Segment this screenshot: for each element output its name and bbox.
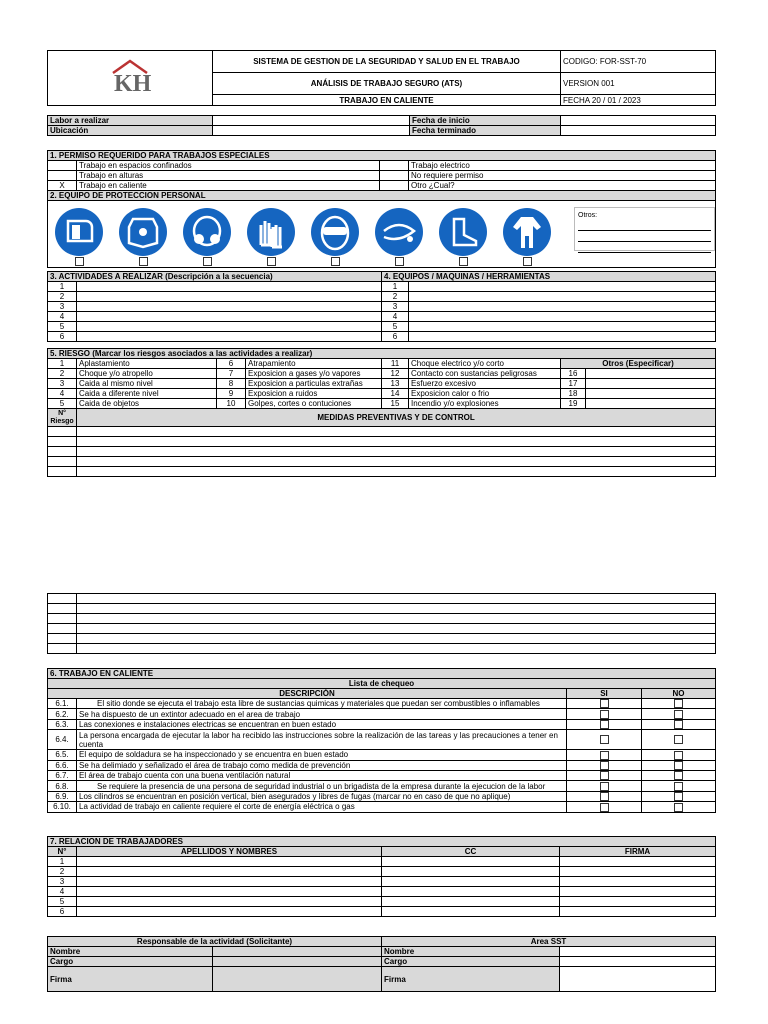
measures-continuation-table <box>47 593 716 654</box>
row-number: 6 <box>48 332 77 342</box>
ppe-checkbox[interactable] <box>459 257 468 266</box>
ppe-item <box>374 207 424 266</box>
measure-risk-field[interactable] <box>48 614 77 624</box>
sst-signature-field[interactable] <box>560 967 716 992</box>
risk-label[interactable]: Golpes, cortes o contuciones <box>246 399 382 409</box>
risk-table <box>47 348 716 477</box>
row-number: 1 <box>48 282 77 292</box>
risk-number: 7 <box>217 369 246 379</box>
permits-table <box>47 150 716 268</box>
risk-number: 14 <box>382 389 409 399</box>
measure-field[interactable] <box>77 624 716 634</box>
risk-number: 1 <box>48 359 77 369</box>
ppe-checkbox[interactable] <box>267 257 276 266</box>
risk-number: 19 <box>561 399 586 409</box>
risk-number: 13 <box>382 379 409 389</box>
position-label: Cargo <box>382 957 560 967</box>
activity-field[interactable] <box>77 282 382 292</box>
logo-cell <box>48 51 213 106</box>
worker-signature-field[interactable] <box>560 857 716 867</box>
equipment-title: 4. EQUIPOS / MAQUINAS / HERRAMIENTAS <box>382 272 716 282</box>
responsible-name-field[interactable] <box>213 947 382 957</box>
start-date-label: Fecha de inicio <box>410 116 561 126</box>
yes-header: SI <box>567 689 642 699</box>
risk-number: 8 <box>217 379 246 389</box>
no-checkbox[interactable] <box>674 751 683 760</box>
equipment-field[interactable] <box>409 312 716 322</box>
risk-other-field[interactable] <box>586 389 716 399</box>
info-table <box>47 115 716 136</box>
work-type-title: TRABAJO EN CALIENTE <box>213 95 561 106</box>
risk-number: 15 <box>382 399 409 409</box>
row-number: 3 <box>382 302 409 312</box>
activity-field[interactable] <box>77 302 382 312</box>
ppe-checkbox[interactable] <box>139 257 148 266</box>
worker-name-field[interactable] <box>77 897 382 907</box>
measure-field[interactable] <box>77 437 716 447</box>
measure-field[interactable] <box>77 467 716 477</box>
measure-risk-field[interactable] <box>48 604 77 614</box>
check-description: El equipo de soldadura se ha inspeccionado y se encuentra en buen estado <box>77 750 567 760</box>
permit-mark[interactable]: X <box>48 181 77 191</box>
check-number: 6.1. <box>48 699 77 709</box>
yes-checkbox[interactable] <box>600 710 609 719</box>
responsible-header: Responsable de la actividad (Solicitante) <box>48 937 382 947</box>
check-description: La actividad de trabajo en caliente requiere el corte de energía eléctrica o gas <box>77 802 567 812</box>
end-date-field[interactable] <box>561 126 716 136</box>
risk-label[interactable]: Aplastamiento <box>77 359 217 369</box>
row-number: 4 <box>48 312 77 322</box>
row-number: 1 <box>382 282 409 292</box>
welding-mask-icon <box>118 207 168 257</box>
risk-number: 10 <box>217 399 246 409</box>
location-label: Ubicación <box>48 126 213 136</box>
measure-field[interactable] <box>77 644 716 654</box>
yes-checkbox[interactable] <box>600 792 609 801</box>
row-number: 4 <box>382 312 409 322</box>
ppe-item <box>246 207 296 266</box>
ppe-item <box>182 207 232 266</box>
cc-header: CC <box>382 847 560 857</box>
responsible-position-field[interactable] <box>213 957 382 967</box>
risk-label[interactable]: Exposicion a ruidos <box>246 389 382 399</box>
activity-field[interactable] <box>77 292 382 302</box>
row-number: 5 <box>382 322 409 332</box>
check-number: 6.10. <box>48 802 77 812</box>
risk-number: 6 <box>217 359 246 369</box>
permit-mark[interactable] <box>48 161 77 171</box>
worker-signature-field[interactable] <box>560 877 716 887</box>
activities-table <box>47 271 716 342</box>
system-title: SISTEMA DE GESTION DE LA SEGURIDAD Y SALUD EN EL TRABAJO <box>213 51 561 73</box>
permit-mark[interactable] <box>380 161 409 171</box>
risk-label[interactable]: Contacto con sustancias peligrosas <box>409 369 561 379</box>
ppe-checkbox[interactable] <box>395 257 404 266</box>
worker-cc-field[interactable] <box>382 907 560 917</box>
row-number: 2 <box>382 292 409 302</box>
equipment-field[interactable] <box>409 292 716 302</box>
name-label: Nombre <box>48 947 213 957</box>
equipment-field[interactable] <box>409 332 716 342</box>
yes-checkbox[interactable] <box>600 751 609 760</box>
risk-number: 16 <box>561 369 586 379</box>
risk-other-field[interactable] <box>586 379 716 389</box>
worker-name-field[interactable] <box>77 907 382 917</box>
risk-title: 5. RIESGO (Marcar los riesgos asociados a las actividades a realizar) <box>48 349 716 359</box>
no-checkbox[interactable] <box>674 782 683 791</box>
worker-cc-field[interactable] <box>382 877 560 887</box>
risk-number: 3 <box>48 379 77 389</box>
sst-name-field[interactable] <box>560 947 716 957</box>
yes-checkbox[interactable] <box>600 720 609 729</box>
risk-label[interactable]: Exposicion calor o frio <box>409 389 561 399</box>
permits-title: 1. PERMISO REQUERIDO PARA TRABAJOS ESPECIALES <box>48 151 716 161</box>
row-number: 5 <box>48 897 77 907</box>
risk-label[interactable]: Exposicion a gases y/o vapores <box>246 369 382 379</box>
ppe-other-box[interactable] <box>574 207 715 251</box>
permit-label: Trabajo en espacios confinados <box>77 161 380 171</box>
labor-label: Labor a realizar <box>48 116 213 126</box>
risk-label[interactable]: Choque y/o atropello <box>77 369 217 379</box>
equipment-field[interactable] <box>409 282 716 292</box>
names-header: APELLIDOS Y NOMBRES <box>77 847 382 857</box>
permit-mark[interactable] <box>380 181 409 191</box>
row-number: 5 <box>48 322 77 332</box>
risk-label[interactable]: Exposicion a particulas extrañas <box>246 379 382 389</box>
row-number: 3 <box>48 877 77 887</box>
ppe-checkbox[interactable] <box>331 257 340 266</box>
risk-number: 18 <box>561 389 586 399</box>
ppe-item <box>438 207 488 266</box>
row-number: 3 <box>48 302 77 312</box>
ppe-checkbox[interactable] <box>203 257 212 266</box>
worker-signature-field[interactable] <box>560 867 716 877</box>
risk-number: 2 <box>48 369 77 379</box>
preventive-measures-header: MEDIDAS PREVENTIVAS Y DE CONTROL <box>77 409 716 427</box>
risk-label[interactable]: Choque electrico y/o corto <box>409 359 561 369</box>
n-header: N° <box>48 847 77 857</box>
ppe-item <box>118 207 168 266</box>
sst-area-header: Area SST <box>382 937 716 947</box>
measure-risk-field[interactable] <box>48 447 77 457</box>
check-number: 6.5. <box>48 750 77 760</box>
no-checkbox[interactable] <box>674 735 683 744</box>
ppe-item <box>502 207 552 266</box>
check-number: 6.7. <box>48 770 77 780</box>
safety-boots-icon <box>438 207 488 257</box>
header-table <box>47 50 716 106</box>
permit-label: Trabajo electrico <box>409 161 716 171</box>
risk-number: 5 <box>48 399 77 409</box>
risk-label[interactable]: Incendio y/o explosiones <box>409 399 561 409</box>
measure-risk-field[interactable] <box>48 427 77 437</box>
labor-field[interactable] <box>213 116 410 126</box>
activities-title: 3. ACTIVIDADES A REALIZAR (Descripción a la secuencia) <box>48 272 382 282</box>
check-description: Se requiere la presencia de una persona de seguridad industrial o un brigadista de la empresa durante la ejecucion de la labor <box>77 781 567 791</box>
hot-work-title: 6. TRABAJO EN CALIENTE <box>48 669 716 679</box>
no-header: NO <box>642 689 716 699</box>
sst-position-field[interactable] <box>560 957 716 967</box>
risk-number: 9 <box>217 389 246 399</box>
check-description: Las conexiones e instalaciones electricas se encuentran en buen estado <box>77 719 567 729</box>
risk-label[interactable]: Esfuerzo excesivo <box>409 379 561 389</box>
activity-field[interactable] <box>77 332 382 342</box>
yes-checkbox[interactable] <box>600 735 609 744</box>
row-number: 6 <box>382 332 409 342</box>
signature-header: FIRMA <box>560 847 716 857</box>
worker-cc-field[interactable] <box>382 857 560 867</box>
permit-label: No requiere permiso <box>409 171 716 181</box>
equipment-field[interactable] <box>409 302 716 312</box>
row-number: 1 <box>48 857 77 867</box>
location-field[interactable] <box>213 126 410 136</box>
check-number: 6.8. <box>48 781 77 791</box>
check-number: 6.6. <box>48 760 77 770</box>
check-number: 6.9. <box>48 791 77 801</box>
no-checkbox[interactable] <box>674 710 683 719</box>
date-label: FECHA 20 / 01 / 2023 <box>561 95 716 106</box>
permit-label: Trabajo en alturas <box>77 171 380 181</box>
code-label: CODIGO: FOR-SST-70 <box>561 51 716 73</box>
worker-name-field[interactable] <box>77 867 382 877</box>
ear-plugs-icon <box>374 207 424 257</box>
check-description: El área de trabajo cuenta con una buena ventilación natural <box>77 770 567 780</box>
logo-text: KH <box>114 71 152 97</box>
worker-name-field[interactable] <box>77 887 382 897</box>
no-checkbox[interactable] <box>674 803 683 812</box>
worker-name-field[interactable] <box>77 857 382 867</box>
respirator-icon <box>182 207 232 257</box>
worker-cc-field[interactable] <box>382 887 560 897</box>
row-number: 2 <box>48 867 77 877</box>
safety-glasses-icon <box>310 207 360 257</box>
workers-table <box>47 836 716 917</box>
yes-checkbox[interactable] <box>600 761 609 770</box>
check-description: El sitio donde se ejecuta el trabajo esta libre de sustancias quimicas y materiales que puedan ser combustibles o inflamables <box>77 699 567 709</box>
risk-other-field[interactable] <box>586 399 716 409</box>
permit-label: Otro ¿Cual? <box>409 181 716 191</box>
measure-risk-field[interactable] <box>48 437 77 447</box>
equipment-field[interactable] <box>409 322 716 332</box>
ats-title: ANÁLISIS DE TRABAJO SEGURO (ATS) <box>213 73 561 95</box>
measure-risk-field[interactable] <box>48 457 77 467</box>
risk-number: 4 <box>48 389 77 399</box>
check-description: La persona encargada de ejecutar la labor ha recibido las instrucciones sobre la realización de las tareas y las precauciones a tener en cuenta <box>77 730 567 750</box>
yes-checkbox[interactable] <box>600 699 609 708</box>
risk-number-header: N° Riesgo <box>48 409 77 427</box>
yes-checkbox[interactable] <box>600 782 609 791</box>
risk-label[interactable]: Atrapamiento <box>246 359 382 369</box>
risk-number: 12 <box>382 369 409 379</box>
ppe-title: 2. EQUIPO DE PROTECCION PERSONAL <box>48 191 716 201</box>
activity-field[interactable] <box>77 312 382 322</box>
measure-field[interactable] <box>77 447 716 457</box>
ppe-panel <box>48 201 716 268</box>
measure-field[interactable] <box>77 457 716 467</box>
description-header: DESCRIPCIÓN <box>48 689 567 699</box>
worker-name-field[interactable] <box>77 877 382 887</box>
no-checkbox[interactable] <box>674 699 683 708</box>
permit-mark[interactable] <box>380 171 409 181</box>
check-description: Los cilindros se encuentran en posición vertical, bien asegurados y libres de fugas (marcar no en caso de que no aplique) <box>77 791 567 801</box>
company-logo <box>105 57 155 97</box>
permit-mark[interactable] <box>48 171 77 181</box>
risk-other-header: Otros (Especificar) <box>561 359 716 369</box>
ppe-item <box>310 207 360 266</box>
ppe-checkbox[interactable] <box>75 257 84 266</box>
worker-signature-field[interactable] <box>560 907 716 917</box>
measure-field[interactable] <box>77 427 716 437</box>
risk-number: 11 <box>382 359 409 369</box>
position-label: Cargo <box>48 957 213 967</box>
permit-label: Trabajo en caliente <box>77 181 380 191</box>
measure-risk-field[interactable] <box>48 467 77 477</box>
risk-label[interactable]: Caida a diferente nivel <box>77 389 217 399</box>
coverall-icon <box>502 207 552 257</box>
no-checkbox[interactable] <box>674 771 683 780</box>
activity-field[interactable] <box>77 322 382 332</box>
ppe-checkbox[interactable] <box>523 257 532 266</box>
check-number: 6.3. <box>48 719 77 729</box>
worker-cc-field[interactable] <box>382 867 560 877</box>
measure-field[interactable] <box>77 604 716 614</box>
worker-signature-field[interactable] <box>560 887 716 897</box>
measure-field[interactable] <box>77 594 716 604</box>
ppe-other-label: Otros: <box>578 211 598 219</box>
measure-risk-field[interactable] <box>48 634 77 644</box>
row-number: 4 <box>48 887 77 897</box>
check-number: 6.4. <box>48 730 77 750</box>
check-number: 6.2. <box>48 709 77 719</box>
risk-number: 17 <box>561 379 586 389</box>
signature-label: Firma <box>48 967 213 992</box>
measure-risk-field[interactable] <box>48 624 77 634</box>
name-label: Nombre <box>382 947 560 957</box>
ppe-item <box>54 207 104 266</box>
yes-checkbox[interactable] <box>600 803 609 812</box>
row-number: 6 <box>48 907 77 917</box>
measure-field[interactable] <box>77 634 716 644</box>
check-description: Se ha dispuesto de un extintor adecuado en el area de trabajo <box>77 709 567 719</box>
worker-cc-field[interactable] <box>382 897 560 907</box>
measure-risk-field[interactable] <box>48 594 77 604</box>
yes-checkbox[interactable] <box>600 771 609 780</box>
signatures-table <box>47 936 716 992</box>
signature-label: Firma <box>382 967 560 992</box>
hot-work-checklist <box>47 668 716 813</box>
risk-label[interactable]: Caida al mismo nivel <box>77 379 217 389</box>
version-label: VERSION 001 <box>561 73 716 95</box>
face-shield-icon <box>54 207 104 257</box>
worker-signature-field[interactable] <box>560 897 716 907</box>
responsible-signature-field[interactable] <box>213 967 382 992</box>
measure-risk-field[interactable] <box>48 644 77 654</box>
start-date-field[interactable] <box>561 116 716 126</box>
gloves-icon <box>246 207 296 257</box>
end-date-label: Fecha terminado <box>410 126 561 136</box>
measure-field[interactable] <box>77 614 716 624</box>
risk-label[interactable]: Caida de objetos <box>77 399 217 409</box>
row-number: 2 <box>48 292 77 302</box>
risk-other-field[interactable] <box>586 369 716 379</box>
no-checkbox[interactable] <box>674 761 683 770</box>
checklist-title: Lista de chequeo <box>48 679 716 689</box>
no-checkbox[interactable] <box>674 720 683 729</box>
no-checkbox[interactable] <box>674 792 683 801</box>
workers-title: 7. RELACION DE TRABAJADORES <box>48 837 716 847</box>
check-description: Se ha delimiado y señalizado el área de trabajo como medida de prevención <box>77 760 567 770</box>
